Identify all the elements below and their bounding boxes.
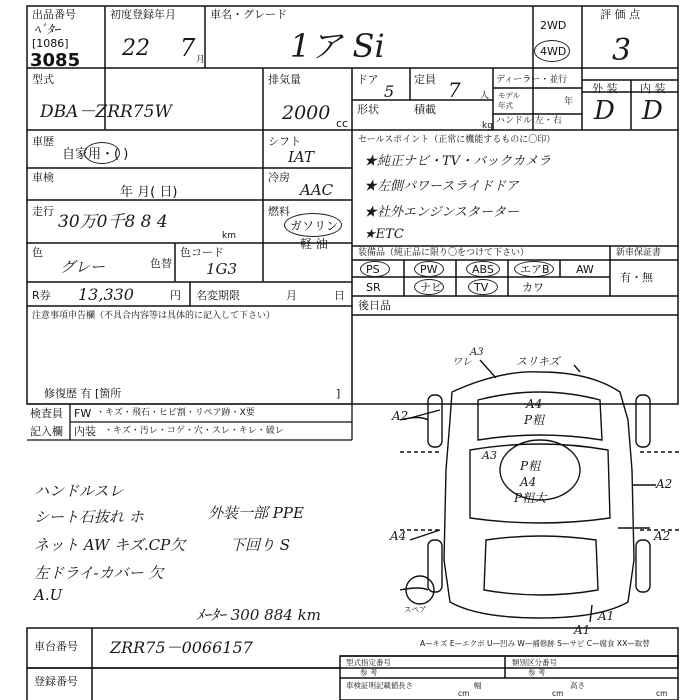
mark-a2-right-front: A2 [656,477,673,491]
color-code-label: 色コード [180,246,224,259]
reference-right: 参 考 [528,668,546,677]
mark-p-roof: P粗 [520,459,541,473]
type-designation-label: 型式指定番号 [346,658,391,667]
displacement-unit: cc [336,117,349,130]
capacity-label: 定員 [414,73,436,86]
lot-code: [1086] [32,37,69,50]
equip-abs: ABS [472,263,494,276]
recycle-value: 13,330 [78,285,134,304]
first-reg-year: 22 [122,36,150,61]
mark-a2-left: A2 [392,409,409,423]
mark-a1-right: A1 [598,609,615,623]
color-value: グレー [60,258,106,276]
model-value: DBA－ZRR75W [40,102,172,122]
fw-items: ・キズ・飛石・ヒビ割・リペア跡・X要 [96,408,255,418]
length-cm: cm [458,689,470,698]
lot-small-note: ﾍﾞﾀｰ [34,23,60,38]
drive-2wd: 2WD [540,19,567,32]
mark-a4-hood: A4 [526,397,543,411]
grade-value: 3 [612,33,632,68]
selling-point-3: ★社外エンジンスターター [364,205,519,220]
remark-1: ハンドルスレ [34,482,124,500]
rear-items-label: 後日品 [358,299,391,312]
tv-circle [468,279,498,295]
first-reg-month: 7 [180,34,196,62]
equip-navi: ナビ [420,281,442,294]
spare-label: スペア [404,605,427,614]
private-use-circle [84,142,120,164]
color-code-value: 1G3 [206,260,238,278]
mark-a3-top: A3 [470,347,484,358]
deadline-day: 日 [334,289,345,302]
deadline-label: 名変期限 [196,289,240,302]
model-year-sub: 年式 [498,101,513,110]
load-unit: kg [482,121,493,131]
displacement-label: 排気量 [268,73,301,86]
color-label: 色 [32,246,43,259]
registration-label: 登録番号 [34,675,78,688]
lot-number: 3085 [30,50,81,71]
remark-3: ネット AW キズ.CP欠 [34,536,186,554]
exterior-value: D [594,96,615,126]
ac-label: 冷房 [268,171,290,184]
reference-left: 参 考 [360,668,378,677]
equip-pw: PW [420,263,438,276]
name-value: 1ア Si [290,27,385,65]
mark-a4-left: A4 [390,529,407,543]
height-cm: cm [656,689,668,698]
deadline-month: 月 [286,289,297,302]
fuel-label: 燃料 [268,205,290,218]
navi-circle [414,279,444,295]
width-label: 幅 [474,681,482,690]
mileage-unit: km [222,231,236,241]
remark-side-1: 外装一部 PPE [208,504,304,522]
exterior-label: 外 装 [592,82,618,95]
repair-close-bracket: ] [336,387,341,400]
door-value: 5 [384,82,395,101]
lot-label: 出品番号 [32,8,76,21]
selling-point-4: ★ETC [364,227,404,242]
mark-a1-rear: A1 [574,623,591,637]
height-label: 高さ [570,681,585,690]
mark-a2-right-rear: A2 [654,529,671,543]
equip-airbag: エアB [520,263,550,276]
interior-items: ・キズ・汚レ・コゲ・穴・スレ・キレ・破レ [104,426,284,436]
ps-circle [360,261,390,277]
inspector-label-2: 記入欄 [30,425,63,438]
4wd-circle [534,40,570,62]
abs-circle [466,261,500,277]
history-value: 自家用・( ) [62,147,129,162]
airbag-circle [514,261,554,277]
interior-label: 内 装 [640,82,666,95]
recycle-label: R券 [32,289,51,302]
equip-sr: SR [366,281,381,294]
remark-2: シート石抜れ ホ [34,508,144,526]
warranty-value: 有・無 [620,271,653,284]
model-label: 型式 [32,73,54,86]
mileage-label: 走行 [32,205,54,218]
mark-a3-mid: A3 [482,449,497,462]
year-unit: 年 [564,97,574,107]
notes-label: 注意事項申告欄（不具合内容等は具体的に記入して下さい） [32,311,276,321]
load-label: 積載 [414,103,436,116]
selling-point-1: ★純正ナビ・TV・バックカメラ [364,154,552,169]
name-label: 車名・グレード [210,8,287,21]
equipment-label: 装備品（純正品に限り〇をつけて下さい） [358,248,530,258]
ac-value: AAC [300,181,334,199]
shift-label: シフト [268,135,301,148]
interior-value: D [642,96,663,126]
equip-ps: PS [366,263,380,276]
first-reg-label: 初度登録年月 [110,8,176,21]
odometer-note: ﾒｰﾀｰ 300 884 km [196,606,321,624]
inspection-label: 車検 [32,171,54,184]
interior-inspect-label: 内装 [74,425,96,438]
capacity-value: 7 [448,78,461,102]
chassis-label: 車台番号 [34,640,78,653]
handle-label: ハンドル 左・右 [496,116,562,126]
selling-points-label: セールスポイント（正常に機能するものに〇印） [358,135,556,145]
chassis-value: ZRR75－0066157 [110,638,253,657]
capacity-unit: 人 [480,91,490,101]
length-label: 長さ [398,681,413,690]
drive-4wd: 4WD [540,45,567,58]
grade-label: 評 価 点 [600,8,640,21]
equip-leather: カワ [522,281,544,294]
mark-crack: ワレ [452,357,472,368]
pw-circle [414,261,444,277]
displacement-value: 2000 [282,102,331,124]
history-label: 車歴 [32,135,54,148]
damage-legend: A—キズ E—エクボ U—凹み W—補修跡 S—サビ C—腐食 XX—取替 [420,639,650,648]
width-cm: cm [552,689,564,698]
dealer-label: ディーラー・並行 [496,75,568,85]
month-unit: 月 [196,55,206,65]
shape-label: 形状 [357,103,379,116]
fw-label: FW [74,407,92,420]
mileage-value: 30万0千8 8 4 [58,212,168,232]
inspector-label-1: 検査員 [30,407,63,420]
paint-change-label: 色替 [150,257,172,270]
door-label: ドア [357,73,379,86]
equip-aw: AW [576,263,594,276]
recycle-unit: 円 [170,289,181,302]
mark-p-hood: P粗 [524,413,545,427]
model-year-label: モデル [498,91,521,100]
equip-tv: TV [474,281,489,294]
gasoline-circle [284,213,342,237]
category-label: 類別区分番号 [512,658,557,667]
fuel-value-diesel: 軽 油 [300,237,328,251]
fuel-value-gasoline: ガソリン [290,219,339,233]
remark-5: A.U [34,586,63,604]
remark-side-2: 下回り S [230,536,291,554]
selling-point-2: ★左側パワースライドドア [364,179,519,194]
warranty-label: 新車保証書 [616,248,662,258]
mark-scratch: スリキズ [516,355,560,368]
inspection-value: 年 月( 日) [120,185,178,200]
repair-history-label: 修復歴 有 [箇所 [44,387,122,400]
cert-values-label: 車検証明記載値 [346,681,399,690]
mark-a4-roof: A4 [520,475,537,489]
remark-4: 左ドライ-カバー 欠 [34,564,164,582]
shift-value: IAT [288,148,314,166]
mark-p-roof-large: P粗大 [514,491,547,505]
